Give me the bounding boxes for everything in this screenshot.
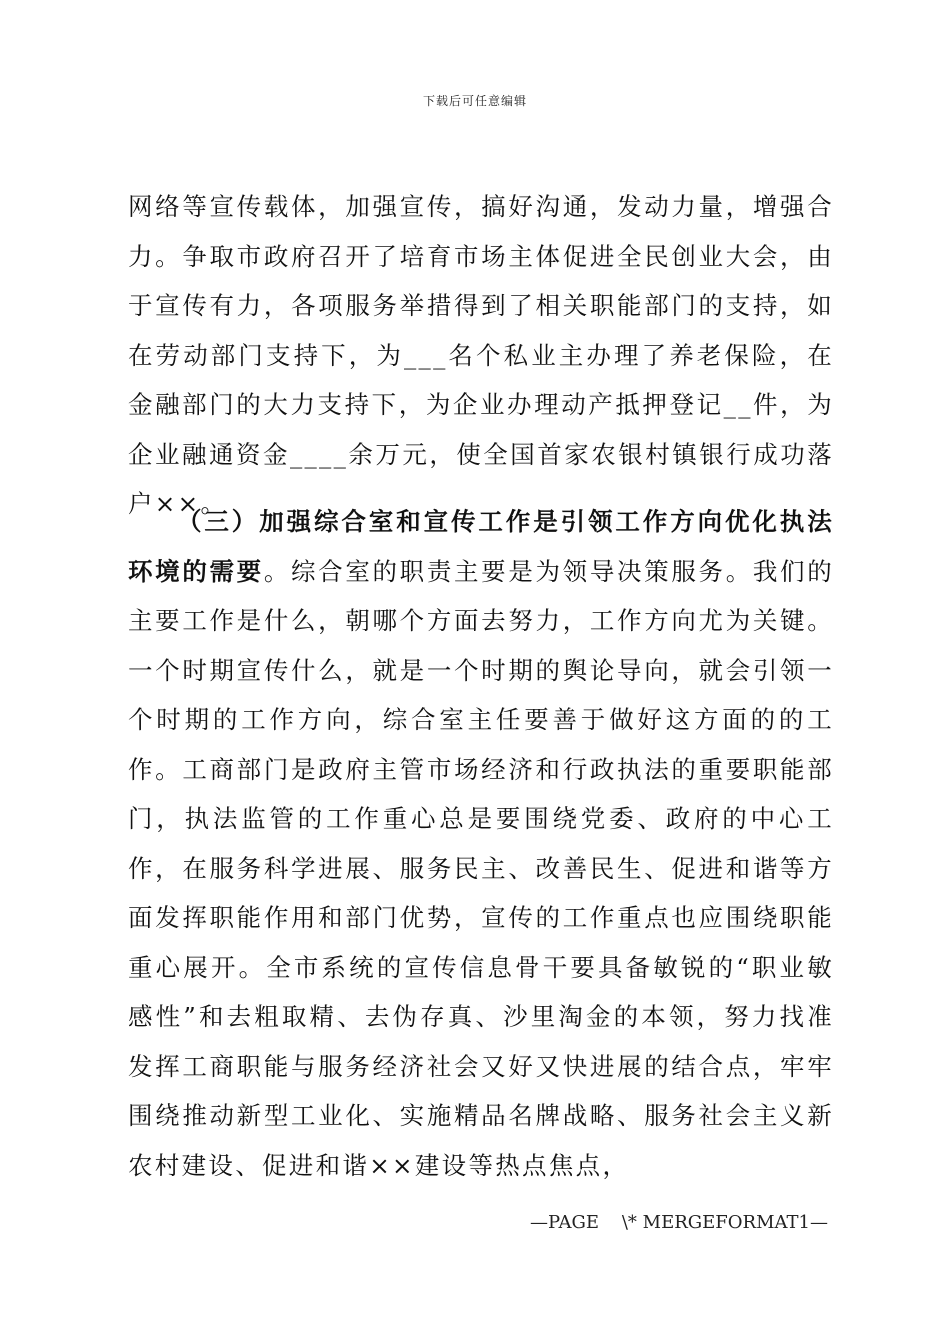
page-footer: —PAGE \* MERGEFORMAT1— — [530, 1212, 828, 1233]
paragraph-2 — [128, 497, 834, 1190]
paragraph-2-body: 。综合室的职责主要是为领导决策服务。我们的主要工作是什么，朝哪个方面去努力，工作方向尤为关键。一个时期宣传什么，就是一个时期的舆论导向，就会引领一个时期的工作方向，综合室主任要善于做好这方面的的工作。工商部门是政府主管市场经济和行政执法的重要职能部门，执法监管的工作重心总是要围绕党委、政府的中心工作，在服务科学进展、服务民主、改善民生、促进和谐等方面发挥职能作用和部门优势，宣传的工作重点也应围绕职能重心展开。全市系统的宣传信息骨干要具备敏锐的“职业敏感性”和去粗取精、去伪存真、沙里淘金的本领，努力找准发挥工商职能与服务经济社会又好又快进展的结合点，牢牢围绕推动新型工业化、实施精品名牌战略、服务社会主义新农村建设、促进和谐××建设等热点焦点， — [128, 556, 834, 1180]
paragraph-1: 网络等宣传载体，加强宣传，搞好沟通，发动力量，增强合力。争取市政府召开了培育市场主体促进全民创业大会，由于宣传有力，各项服务举措得到了相关职能部门的支持，如在劳动部门支持下，为___名个私业主办理了养老保险，在金融部门的大力支持下，为企业办理动产抵押登记__件，为企业融通资金____余万元，使全国首家农银村镇银行成功落户××。 — [128, 192, 834, 518]
section-heading: （三）加强综合室和宣传工作是引领工作方向优化执法环境的需要 — [128, 507, 834, 586]
header-note: 下载后可任意编辑 — [422, 94, 527, 108]
